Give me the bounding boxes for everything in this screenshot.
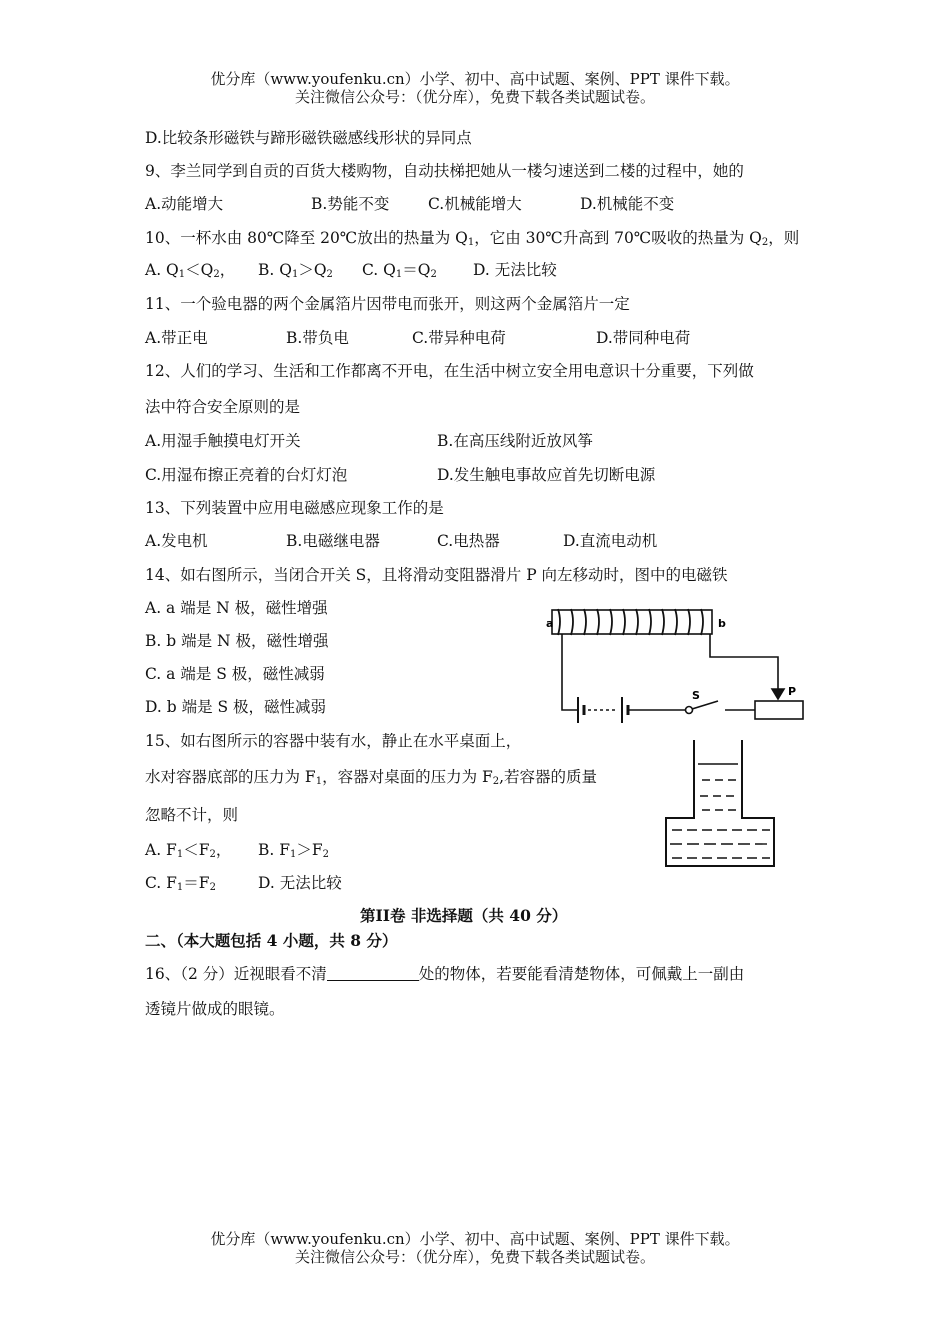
label-p: P: [788, 685, 797, 698]
q8-option-d: D.比较条形磁铁与蹄形磁铁磁感线形状的异同点: [145, 129, 472, 147]
q14-option-c: C. a 端是 S 极，磁性减弱: [145, 665, 325, 683]
q15-container-figure: [660, 738, 780, 873]
q16-line-1: 16、（2 分）近视眼看不清 处的物体，若要能看清楚物体，可佩戴上一副由: [145, 965, 745, 983]
q12-stem-1: 12、人们的学习、生活和工作都离不开电，在生活中树立安全用电意识十分重要，下列做: [145, 362, 754, 380]
q10-option-c: C. $Q_1=Q_2$: [362, 261, 437, 280]
q11-option-d: D.带同种电荷: [596, 329, 691, 347]
q12-option-c: C.用湿布擦正亮着的台灯灯泡: [145, 466, 348, 484]
q16-answer-blank[interactable]: [327, 966, 419, 981]
section-2-title: 第II卷 非选择题（共 40 分）: [360, 906, 568, 925]
q13-option-a: A.发电机: [145, 532, 208, 550]
section-2-part: 二、（本大题包括 4 小题，共 8 分）: [145, 931, 398, 950]
container-outline: [666, 740, 774, 866]
q16-line-2: 透镜片做成的眼镜。: [145, 1000, 285, 1018]
q12-option-d: D.发生触电事故应首先切断电源: [437, 466, 656, 484]
q10-option-d: D. 无法比较: [473, 261, 557, 279]
q9-option-d: D.机械能不变: [580, 195, 675, 213]
q14-option-b: B. b 端是 N 极，磁性增强: [145, 632, 329, 650]
q12-option-a: A.用湿手触摸电灯开关: [145, 432, 301, 450]
q14-stem: 14、如右图所示，当闭合开关 S，且将滑动变阻器滑片 P 向左移动时，图中的电磁铁: [145, 566, 728, 584]
q14-circuit-figure: [540, 605, 815, 730]
q11-option-c: C.带异种电荷: [412, 329, 506, 347]
q15-option-a: A. $F_1<F_2$，: [145, 841, 232, 860]
q13-option-b: B.电磁继电器: [286, 532, 380, 550]
slider-arrow-icon: [772, 689, 784, 699]
q11-option-b: B.带负电: [286, 329, 349, 347]
footer-line-1: 优分库（www.youfenku.cn）小学、初中、高中试题、案例、PPT 课件下载。: [210, 1230, 740, 1248]
q10-stem: 10、一杯水由 80℃降至 20℃放出的热量为 $Q_1$，它由 30℃升高到 70℃吸收的热量为 $Q_2$，则: [145, 229, 800, 248]
coil-windings: [558, 609, 703, 635]
switch-lever: [692, 701, 718, 709]
q10-option-a: A. $Q_1<Q_2$，: [145, 261, 236, 280]
electromagnet-core: [552, 610, 712, 634]
q13-option-d: D.直流电动机: [563, 532, 658, 550]
q11-option-a: A.带正电: [145, 329, 208, 347]
q12-stem-2: 法中符合安全原则的是: [145, 398, 301, 416]
q15-stem-2: 水对容器底部的压力为 $F_1$，容器对桌面的压力为 $F_2$,若容器的质量: [145, 768, 598, 787]
label-a: a: [546, 617, 554, 630]
switch-pivot: [686, 707, 693, 714]
footer-line-2: 关注微信公众号：（优分库），免费下载各类试题试卷。: [294, 1248, 655, 1266]
water-lines: [670, 764, 770, 858]
q9-option-a: A.动能增大: [145, 195, 224, 213]
wire-right: [710, 634, 778, 693]
q9-option-b: B.势能不变: [311, 195, 390, 213]
q15-option-c: C. $F_1=F_2$: [145, 874, 216, 893]
q13-stem: 13、下列装置中应用电磁感应现象工作的是: [145, 499, 444, 517]
q9-stem: 9、李兰同学到自贡的百货大楼购物，自动扶梯把她从一楼匀速送到二楼的过程中，她的: [145, 162, 744, 180]
q15-option-d: D. 无法比较: [258, 874, 342, 892]
wire-left: [562, 634, 578, 710]
q10-option-b: B. $Q_1>Q_2$: [258, 261, 333, 280]
q14-option-d: D. b 端是 S 极，磁性减弱: [145, 698, 327, 716]
label-s: S: [692, 689, 700, 702]
q12-option-b: B.在高压线附近放风筝: [437, 432, 593, 450]
q14-option-a: A. a 端是 N 极，磁性增强: [145, 599, 328, 617]
q9-option-c: C.机械能增大: [428, 195, 522, 213]
header-line-2: 关注微信公众号：（优分库），免费下载各类试题试卷。: [294, 88, 655, 106]
q15-stem-1: 15、如右图所示的容器中装有水，静止在水平桌面上，: [145, 732, 522, 750]
q11-stem: 11、一个验电器的两个金属箔片因带电而张开，则这两个金属箔片一定: [145, 295, 630, 313]
rheostat: [755, 701, 803, 719]
q15-option-b: B. $F_1>F_2$: [258, 841, 330, 860]
q13-option-c: C.电热器: [437, 532, 500, 550]
label-b: b: [718, 617, 726, 630]
q15-stem-3: 忽略不计，则: [145, 806, 239, 824]
header-line-1: 优分库（www.youfenku.cn）小学、初中、高中试题、案例、PPT 课件下载。: [210, 70, 740, 88]
